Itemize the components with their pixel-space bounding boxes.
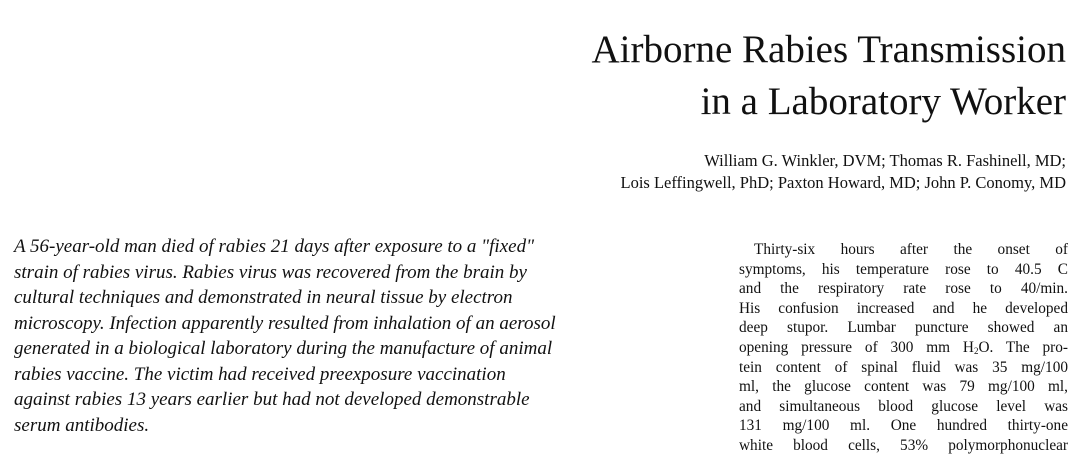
abstract-line: strain of rabies virus. Rabies virus was recovered from the brain by: [14, 261, 527, 283]
author-line: William G. Winkler, DVM; Thomas R. Fashinell, MD;: [704, 151, 1066, 170]
body-line: Thirty-six hours after the onset of: [754, 241, 1068, 258]
body-line-tail: O. The pro-: [978, 338, 1069, 356]
body-line: 131 mg/100 ml. One hundred thirty-one: [739, 417, 1068, 435]
author-list: [621, 150, 1067, 194]
body-line: deep stupor. Lumbar puncture showed an: [739, 319, 1068, 337]
abstract-line: microscopy. Infection apparently resulted from inhalation of an aerosol: [14, 312, 556, 334]
body-line: and simultaneous blood glucose level was: [739, 397, 1068, 415]
title-line: in a Laboratory Worker: [700, 80, 1066, 123]
abstract-line: serum antibodies.: [14, 414, 150, 436]
body-line: tein content of spinal fluid was 35 mg/100: [739, 358, 1068, 376]
body-line: His confusion increased and he developed: [739, 299, 1068, 317]
author-line: Lois Leffingwell, PhD; Paxton Howard, MD; John P. Conomy, MD: [620, 173, 1066, 192]
body-line: [739, 338, 1068, 358]
body-text-column: [739, 240, 1068, 456]
abstract-line: generated in a biological laboratory during the manufacture of animal: [14, 338, 553, 359]
abstract-line: rabies vaccine. The victim had received preexposure vaccination: [14, 363, 506, 385]
body-line-head: opening pressure of 300 mm H: [739, 338, 974, 356]
abstract-line: against rabies 13 years earlier but had not developed demonstrable: [14, 389, 530, 410]
title-line: Airborne Rabies Transmission: [591, 28, 1066, 71]
subscript-2: 2: [973, 345, 979, 356]
body-line: and the respiratory rate rose to 40/min.: [739, 280, 1068, 298]
body-line: white blood cells, 53% polymorphonuclear: [739, 436, 1068, 454]
article-title: [591, 24, 1066, 128]
abstract-line: cultural techniques and demonstrated in neural tissue by electron: [14, 287, 513, 308]
body-line: ml, the glucose content was 79 mg/100 ml,: [739, 378, 1068, 396]
abstract-line: A 56-year-old man died of rabies 21 days after exposure to a "fixed": [14, 236, 535, 257]
body-line: symptoms, his temperature rose to 40.5 C: [739, 260, 1068, 278]
abstract: [14, 234, 714, 438]
